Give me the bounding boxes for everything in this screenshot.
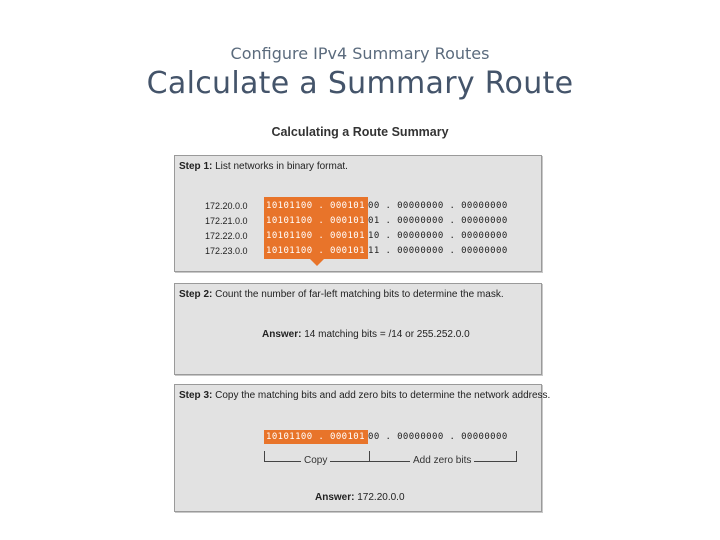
step2-panel xyxy=(174,283,542,375)
step1-heading xyxy=(179,161,348,172)
diagram-title: Calculating a Route Summary xyxy=(271,125,449,139)
step3-answer-text: 172.20.0.0 xyxy=(357,492,405,503)
zero-bits-label: Add zero bits xyxy=(410,455,474,466)
copied-bits: 10101100 . 000101 xyxy=(266,432,365,442)
zero-bits: 00 . 00000000 . 00000000 xyxy=(368,432,508,442)
step3-label: Step 3: xyxy=(179,390,213,401)
slide-subtitle: Configure IPv4 Summary Routes xyxy=(230,44,490,63)
network-ip: 172.20.0.0 xyxy=(205,201,248,211)
remaining-bits: 01 . 00000000 . 00000000 xyxy=(368,216,508,226)
step2-text: Count the number of far-left matching bits to determine the mask. xyxy=(215,289,504,300)
slide-title: Calculate a Summary Route xyxy=(146,66,574,101)
step3-text: Copy the matching bits and add zero bits to determine the network address. xyxy=(215,390,551,401)
step2-answer-text: 14 matching bits = /14 or 255.252.0.0 xyxy=(304,329,470,340)
network-ip: 172.22.0.0 xyxy=(205,231,248,241)
matched-bits: 10101100 . 000101 xyxy=(266,246,365,256)
step2-heading xyxy=(179,289,504,300)
network-ip: 172.21.0.0 xyxy=(205,216,248,226)
step3-panel xyxy=(174,384,551,512)
network-ip: 172.23.0.0 xyxy=(205,246,248,256)
matched-bits: 10101100 . 000101 xyxy=(266,201,365,211)
step2-answer-label: Answer: xyxy=(262,329,302,340)
matched-bits: 10101100 . 000101 xyxy=(266,216,365,226)
step3-answer xyxy=(315,492,405,503)
step1-label: Step 1: xyxy=(179,161,213,172)
remaining-bits: 10 . 00000000 . 00000000 xyxy=(368,231,508,241)
step1-text: List networks in binary format. xyxy=(215,161,348,172)
copy-label: Copy xyxy=(301,455,330,466)
step2-label: Step 2: xyxy=(179,289,213,300)
matched-bits: 10101100 . 000101 xyxy=(266,231,365,241)
remaining-bits: 11 . 00000000 . 00000000 xyxy=(368,246,508,256)
step3-heading xyxy=(179,390,550,401)
step1-panel xyxy=(174,155,542,272)
step1-highlight-pointer xyxy=(310,259,324,266)
remaining-bits: 00 . 00000000 . 00000000 xyxy=(368,201,508,211)
step2-answer xyxy=(262,329,470,340)
step3-answer-label: Answer: xyxy=(315,492,355,503)
